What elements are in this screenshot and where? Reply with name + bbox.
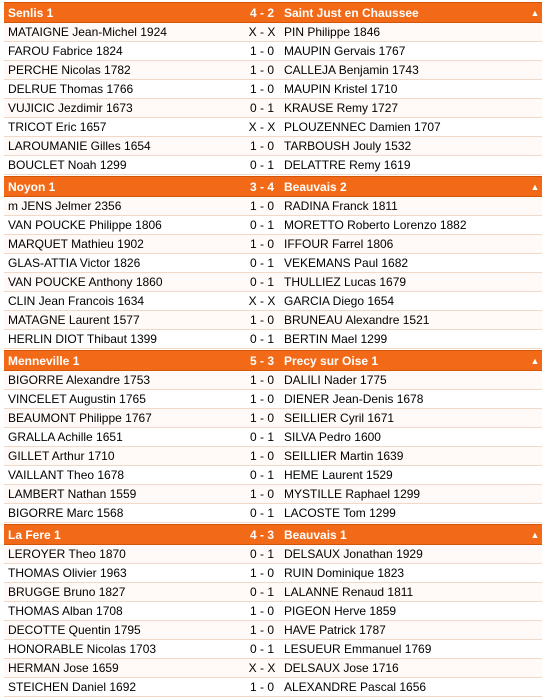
white-player: HONORABLE Nicolas 1703 xyxy=(8,642,157,656)
white-player: VAILLANT Theo 1678 xyxy=(8,468,125,482)
black-player: LACOSTE Tom 1299 xyxy=(284,506,396,520)
board-row xyxy=(4,659,542,678)
black-player: MYSTILLE Raphael 1299 xyxy=(284,487,421,501)
black-player: SEILLIER Martin 1639 xyxy=(284,449,404,463)
match-header[interactable] xyxy=(4,524,542,545)
home-team: Menneville 1 xyxy=(8,353,80,368)
board-list xyxy=(4,23,542,175)
board-row xyxy=(4,311,542,330)
game-result: 1 - 0 xyxy=(249,566,274,580)
board-row xyxy=(4,640,542,659)
match-score: 5 - 3 xyxy=(249,353,274,368)
white-player: CLIN Jean Francois 1634 xyxy=(8,294,145,308)
board-row xyxy=(4,390,542,409)
white-player: BIGORRE Alexandre 1753 xyxy=(8,373,151,387)
black-player: VEKEMANS Paul 1682 xyxy=(284,256,409,270)
board-row xyxy=(4,216,542,235)
black-player: TARBOUSH Jouly 1532 xyxy=(284,139,412,153)
white-player: STEICHEN Daniel 1692 xyxy=(8,680,137,694)
board-row xyxy=(4,292,542,311)
game-result: 0 - 1 xyxy=(249,506,274,520)
match-header[interactable] xyxy=(4,176,542,197)
board-row xyxy=(4,156,542,175)
black-player: LESUEUR Emmanuel 1769 xyxy=(284,642,432,656)
game-result: 1 - 0 xyxy=(249,392,274,406)
board-row xyxy=(4,466,542,485)
black-player: GARCIA Diego 1654 xyxy=(284,294,395,308)
white-player: BRUGGE Bruno 1827 xyxy=(8,585,126,599)
game-result: 0 - 1 xyxy=(249,332,274,346)
black-player: ALEXANDRE Pascal 1656 xyxy=(284,680,427,694)
game-result: X - X xyxy=(248,120,276,134)
game-result: 0 - 1 xyxy=(249,158,274,172)
board-list xyxy=(4,545,542,697)
white-player: GILLET Arthur 1710 xyxy=(8,449,115,463)
black-player: MORETTO Roberto Lorenzo 1882 xyxy=(284,218,467,232)
game-result: 1 - 0 xyxy=(249,199,274,213)
white-player: GRALLA Achille 1651 xyxy=(8,430,123,444)
away-team: Saint Just en Chaussee xyxy=(284,5,419,20)
match-block xyxy=(4,350,542,523)
collapse-arrow-icon[interactable]: ▲ xyxy=(530,7,540,18)
board-row xyxy=(4,678,542,697)
black-player: BRUNEAU Alexandre 1521 xyxy=(284,313,430,327)
white-player: LAROUMANIE Gilles 1654 xyxy=(8,139,151,153)
home-team: La Fere 1 xyxy=(8,527,61,542)
match-score: 4 - 3 xyxy=(249,527,274,542)
white-player: VINCELET Augustin 1765 xyxy=(8,392,146,406)
board-row xyxy=(4,504,542,523)
board-row xyxy=(4,254,542,273)
white-player: THOMAS Olivier 1963 xyxy=(8,566,127,580)
white-player: BIGORRE Marc 1568 xyxy=(8,506,124,520)
match-score: 4 - 2 xyxy=(249,5,274,20)
black-player: DALILI Nader 1775 xyxy=(284,373,387,387)
match-header[interactable] xyxy=(4,2,542,23)
black-player: KRAUSE Remy 1727 xyxy=(284,101,399,115)
white-player: VAN POUCKE Philippe 1806 xyxy=(8,218,162,232)
game-result: X - X xyxy=(248,294,276,308)
black-player: DIENER Jean-Denis 1678 xyxy=(284,392,424,406)
white-player: MATAIGNE Jean-Michel 1924 xyxy=(8,25,167,39)
board-row xyxy=(4,409,542,428)
black-player: DELSAUX Jonathan 1929 xyxy=(284,547,423,561)
black-player: HEME Laurent 1529 xyxy=(284,468,393,482)
game-result: 1 - 0 xyxy=(249,313,274,327)
board-row xyxy=(4,273,542,292)
board-row xyxy=(4,61,542,80)
black-player: DELSAUX Jose 1716 xyxy=(284,661,399,675)
game-result: 0 - 1 xyxy=(249,218,274,232)
game-result: 1 - 0 xyxy=(249,449,274,463)
game-result: 1 - 0 xyxy=(249,604,274,618)
board-row xyxy=(4,602,542,621)
away-team: Precy sur Oise 1 xyxy=(284,353,379,368)
away-team: Beauvais 1 xyxy=(284,527,347,542)
black-player: SILVA Pedro 1600 xyxy=(284,430,381,444)
board-row xyxy=(4,621,542,640)
black-player: MAUPIN Gervais 1767 xyxy=(284,44,406,58)
black-player: CALLEJA Benjamin 1743 xyxy=(284,63,419,77)
game-result: 0 - 1 xyxy=(249,642,274,656)
game-result: 1 - 0 xyxy=(249,82,274,96)
board-row xyxy=(4,42,542,61)
white-player: MARQUET Mathieu 1902 xyxy=(8,237,144,251)
black-player: DELATTRE Remy 1619 xyxy=(284,158,411,172)
game-result: 0 - 1 xyxy=(249,275,274,289)
board-row xyxy=(4,137,542,156)
black-player: RUIN Dominique 1823 xyxy=(284,566,405,580)
board-row xyxy=(4,564,542,583)
board-row xyxy=(4,23,542,42)
match-block xyxy=(4,524,542,697)
home-team: Senlis 1 xyxy=(8,5,54,20)
board-row xyxy=(4,80,542,99)
match-header[interactable] xyxy=(4,350,542,371)
game-result: 0 - 1 xyxy=(249,430,274,444)
white-player: LAMBERT Nathan 1559 xyxy=(8,487,137,501)
black-player: PIN Philippe 1846 xyxy=(284,25,381,39)
black-player: SEILLIER Cyril 1671 xyxy=(284,411,395,425)
game-result: 1 - 0 xyxy=(249,411,274,425)
white-player: THOMAS Alban 1708 xyxy=(8,604,123,618)
board-row xyxy=(4,428,542,447)
white-player: MATAGNE Laurent 1577 xyxy=(8,313,140,327)
game-result: 1 - 0 xyxy=(249,44,274,58)
white-player: FAROU Fabrice 1824 xyxy=(8,44,123,58)
collapse-arrow-icon[interactable]: ▲ xyxy=(530,355,540,366)
white-player: DELRUE Thomas 1766 xyxy=(8,82,134,96)
black-player: RADINA Franck 1811 xyxy=(284,199,398,213)
game-result: 0 - 1 xyxy=(249,256,274,270)
collapse-arrow-icon[interactable]: ▲ xyxy=(530,181,540,192)
board-list xyxy=(4,371,542,523)
black-player: PIGEON Herve 1859 xyxy=(284,604,397,618)
game-result: X - X xyxy=(248,661,276,675)
white-player: TRICOT Eric 1657 xyxy=(8,120,107,134)
game-result: 1 - 0 xyxy=(249,487,274,501)
home-team: Noyon 1 xyxy=(8,179,56,194)
white-player: PERCHE Nicolas 1782 xyxy=(8,63,131,77)
game-result: 1 - 0 xyxy=(249,237,274,251)
white-player: HERMAN Jose 1659 xyxy=(8,661,119,675)
black-player: LALANNE Renaud 1811 xyxy=(284,585,414,599)
board-row xyxy=(4,330,542,349)
game-result: 1 - 0 xyxy=(249,63,274,77)
match-block xyxy=(4,2,542,175)
board-row xyxy=(4,485,542,504)
white-player: LEROYER Theo 1870 xyxy=(8,547,126,561)
white-player: DECOTTE Quentin 1795 xyxy=(8,623,141,637)
black-player: IFFOUR Farrel 1806 xyxy=(284,237,394,251)
away-team: Beauvais 2 xyxy=(284,179,347,194)
board-row xyxy=(4,583,542,602)
black-player: MAUPIN Kristel 1710 xyxy=(284,82,398,96)
game-result: 0 - 1 xyxy=(249,547,274,561)
board-row xyxy=(4,447,542,466)
match-block xyxy=(4,176,542,349)
white-player: BOUCLET Noah 1299 xyxy=(8,158,127,172)
match-score: 3 - 4 xyxy=(249,179,274,194)
game-result: 0 - 1 xyxy=(249,585,274,599)
game-result: 1 - 0 xyxy=(249,623,274,637)
game-result: X - X xyxy=(248,25,276,39)
board-row xyxy=(4,197,542,216)
board-list xyxy=(4,197,542,349)
board-row xyxy=(4,371,542,390)
white-player: m JENS Jelmer 2356 xyxy=(8,199,122,213)
black-player: THULLIEZ Lucas 1679 xyxy=(284,275,407,289)
black-player: BERTIN Mael 1299 xyxy=(284,332,388,346)
game-result: 0 - 1 xyxy=(249,468,274,482)
board-row xyxy=(4,545,542,564)
white-player: VAN POUCKE Anthony 1860 xyxy=(8,275,163,289)
game-result: 0 - 1 xyxy=(249,101,274,115)
white-player: VUJICIC Jezdimir 1673 xyxy=(8,101,133,115)
board-row xyxy=(4,118,542,137)
game-result: 1 - 0 xyxy=(249,680,274,694)
white-player: HERLIN DIOT Thibaut 1399 xyxy=(8,332,157,346)
white-player: GLAS-ATTIA Victor 1826 xyxy=(8,256,141,270)
game-result: 1 - 0 xyxy=(249,373,274,387)
black-player: HAVE Patrick 1787 xyxy=(284,623,386,637)
white-player: BEAUMONT Philippe 1767 xyxy=(8,411,152,425)
board-row xyxy=(4,99,542,118)
collapse-arrow-icon[interactable]: ▲ xyxy=(530,529,540,540)
board-row xyxy=(4,235,542,254)
black-player: PLOUZENNEC Damien 1707 xyxy=(284,120,441,134)
game-result: 1 - 0 xyxy=(249,139,274,153)
